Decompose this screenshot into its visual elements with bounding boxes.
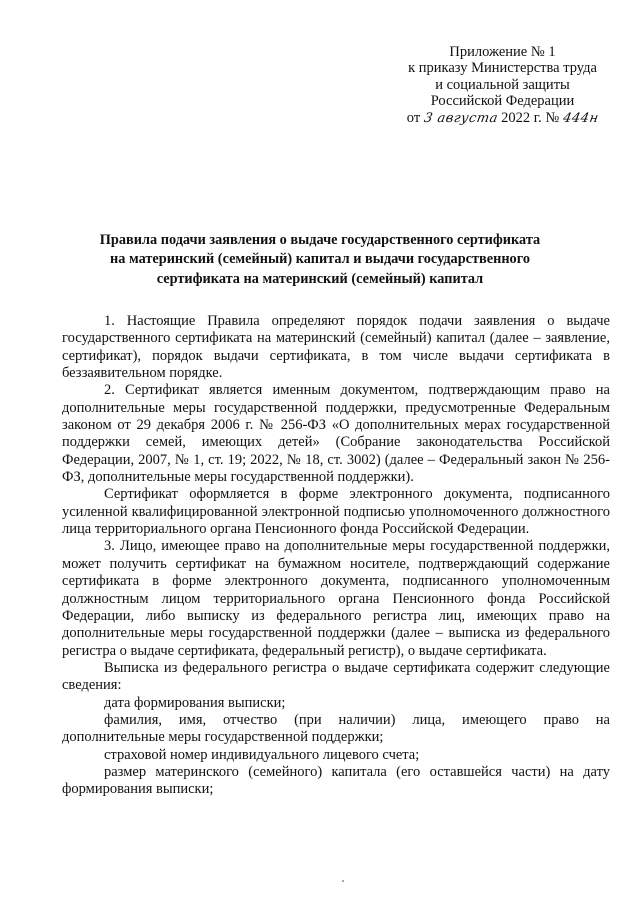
title-line-2: на материнский (семейный) капитал и выдачи государственного xyxy=(110,251,530,268)
appendix-number: Приложение № 1 xyxy=(449,44,556,60)
handwritten-order-number: 444н xyxy=(561,110,600,126)
list-item: фамилия, имя, отчество (при наличии) лица, имеющего право на дополнительные меры государственной поддержки; xyxy=(62,711,610,746)
appendix-ministry: и социальной защиты xyxy=(435,76,570,93)
list-item: страховой номер индивидуального лицевого счета; xyxy=(104,746,420,763)
appendix-block xyxy=(390,44,615,127)
paragraph-1: 1. Настоящие Правила определяют порядок подачи заявления о выдаче государственного сертификата на материнский (семейный) капитал (далее – заявление, сертификат), порядок выдачи сертификата, в том числе выдачи сертификата в беззаявительном порядке. xyxy=(62,313,610,382)
paragraph-2: 2. Сертификат является именным документом, подтверждающим право на дополнительные меры государственной поддержки, предусмотренные Федеральным законом от 29 декабря 2006 г. № 256-ФЗ «О дополнительных мерах государственной поддержки семей, имеющих детей» (Собрание законодательства Российской Федерации, 2007, № 1, ст. 19; 2022, № 18, ст. 3002) (далее – Федеральный закон № 256-ФЗ, дополнительные меры государственной поддержки). xyxy=(62,382,610,486)
appendix-date-line xyxy=(390,110,615,127)
appendix-order-ref: к приказу Министерства труда xyxy=(408,60,597,77)
date-prefix: от xyxy=(406,109,421,126)
paragraph-2-certificate-form: Сертификат оформляется в форме электронного документа, подписанного усиленной квалифицированной электронной подписью уполномоченного должностного лица территориального органа Пенсионного фонда Российской Федерации. xyxy=(62,486,610,538)
paragraph-3: 3. Лицо, имеющее право на дополнительные меры государственной поддержки, может получить сертификат на бумажном носителе, подтверждающий содержание сертификата в форме электронного документа, подписанного уполномоченным должностным лицом территориального органа Пенсионного фонда Российской Федерации, либо выписку из федерального регистра лиц, имеющих право на дополнительные меры государственной поддержки (далее – выписка из федерального регистра о выдаче сертификата, федеральный регистр), о выдаче сертификата. xyxy=(62,538,610,659)
title-line-3: сертификата на материнский (семейный) капитал xyxy=(156,270,484,287)
document-title xyxy=(80,231,560,289)
scan-speck xyxy=(342,880,344,882)
list-item: размер материнского (семейного) капитала (его оставшейся части) на дату формирования выписки; xyxy=(62,763,610,798)
date-year: 2022 г. № xyxy=(501,109,560,126)
paragraph-3-extract-contents: Выписка из федерального регистра о выдаче сертификата содержит следующие сведения: xyxy=(62,659,610,694)
list-item: дата формирования выписки; xyxy=(104,694,286,711)
title-line-1: Правила подачи заявления о выдаче государственного сертификата xyxy=(99,232,541,248)
appendix-country: Российской Федерации xyxy=(430,93,575,110)
document-body xyxy=(62,313,610,799)
handwritten-date: 3 августа xyxy=(422,110,499,126)
